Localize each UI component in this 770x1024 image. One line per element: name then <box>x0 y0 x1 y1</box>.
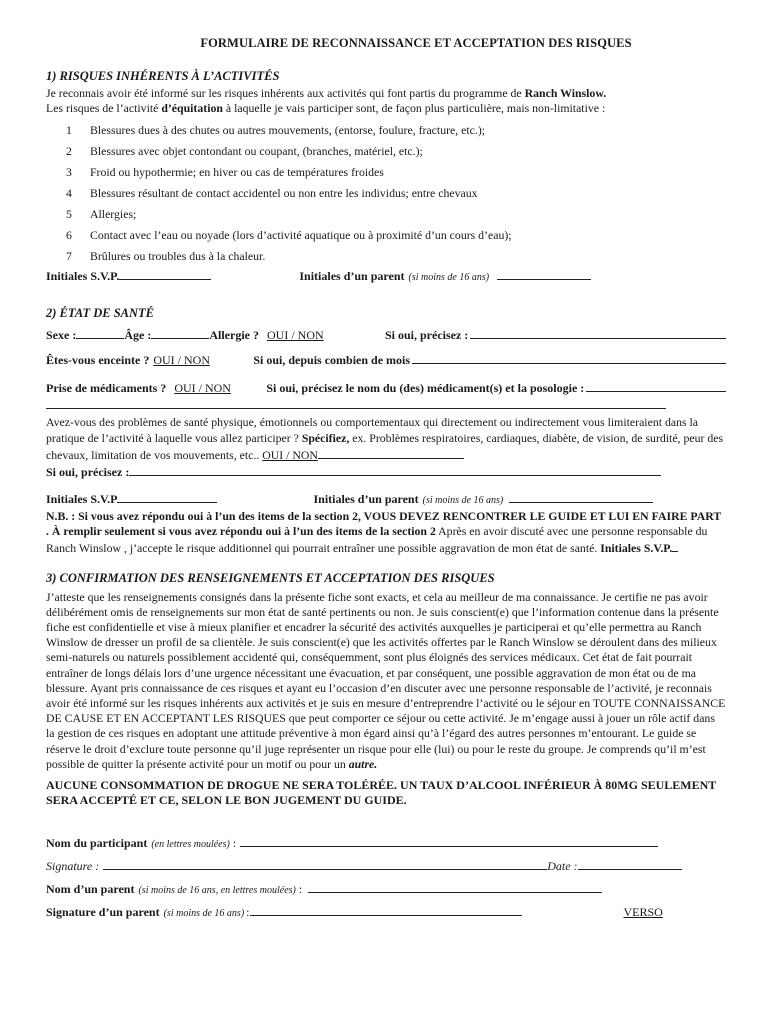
parent-initials-label: Initiales d’un parent <box>313 492 419 507</box>
verso-link[interactable]: VERSO <box>623 905 663 920</box>
parent-signature-field[interactable] <box>250 903 522 916</box>
medicaments-precisez-label: Si oui, précisez le nom du (des) médicament(s) et la posologie : <box>266 381 585 396</box>
date-field[interactable] <box>578 857 682 870</box>
risk-list <box>66 120 726 267</box>
sexe-field[interactable] <box>76 326 124 339</box>
problems-oui-non[interactable]: OUI / NON <box>262 447 318 462</box>
nb-paragraph <box>46 509 726 557</box>
parent-initials-field[interactable] <box>509 490 653 503</box>
problems-field[interactable] <box>318 446 464 459</box>
initials-label: Initiales S.V.P <box>46 492 118 507</box>
problems-precisez-label: Si oui, précisez : <box>46 465 130 480</box>
medicaments-field-line-2[interactable] <box>46 396 666 409</box>
drug-alcohol-warning: AUCUNE CONSOMMATION DE DROGUE NE SERA TOLÉRÉE. UN TAUX D’ALCOOL INFÉRIEUR À 80MG SEULEMENT SERA ACCEPTÉ ET CE, SELON LE BON JUGEMENT DU GUIDE. <box>46 778 717 808</box>
medicaments-label: Prise de médicaments ? <box>46 381 167 396</box>
list-item: 7 Brûlures ou troubles dus à la chaleur. <box>66 249 266 264</box>
problems-precisez-row <box>46 463 726 480</box>
age-field[interactable] <box>151 326 209 339</box>
list-item: 2 Blessures avec objet contondant ou coupant, (branches, matériel, etc.); <box>66 144 423 159</box>
section-2-heading: 2) ÉTAT DE SANTÉ <box>46 306 155 321</box>
parent-initials-label: Initiales d’un parent <box>299 269 405 284</box>
medicaments-oui-non[interactable]: OUI / NON <box>174 381 231 396</box>
list-item: 6 Contact avec l’eau ou noyade (lors d’activité aquatique ou à proximité d’un cours d’eau); <box>66 228 512 243</box>
signature-label: Signature : <box>46 859 100 874</box>
intro-text-2: Les risques de l’activité <box>46 101 162 116</box>
autre-word: autre. <box>348 756 378 771</box>
ranch-name: Ranch Winslow. <box>524 86 607 100</box>
participant-name-note: (en lettres moulées) <box>151 839 230 851</box>
participant-name-label: Nom du participant <box>46 836 148 851</box>
allergie-oui-non[interactable]: OUI / NON <box>266 328 324 343</box>
age-label: Âge : <box>124 328 152 343</box>
nb-initials-field[interactable] <box>672 539 678 552</box>
problems-question: Avez-vous des problèmes de santé physique, émotionnels ou comportementaux qui directement ou indirectement vous limiteraient dans la pratique de l’activité à laquelle vous allez participer ? Spécifiez, ex. Problèmes respiratoires, cardiaques, diabète, de vision, de surdité, peur des chevaux, limitation de vos mouvements, etc.. OUI / NON <box>46 415 724 462</box>
section-3-heading: 3) CONFIRMATION DES RENSEIGNEMENTS ET ACCEPTATION DES RISQUES <box>46 570 495 585</box>
date-label: Date : <box>547 859 578 874</box>
parent-note: (si moins de 16 ans) <box>422 495 504 507</box>
parent-initials-field[interactable] <box>497 267 591 280</box>
page-title: FORMULAIRE DE RECONNAISSANCE ET ACCEPTATION DES RISQUES <box>200 36 632 50</box>
list-item: 5 Allergies; <box>66 207 137 222</box>
section-1-heading: 1) RISQUES INHÉRENTS À L’ACTIVITÉS <box>46 69 280 83</box>
intro-text-3: à laquelle je vais participer sont, de façon plus particulière, mais non-limitative : <box>222 101 606 116</box>
problems-precisez-field[interactable] <box>129 463 661 476</box>
initials-label: Initiales S.V.P. <box>46 269 120 284</box>
allergie-precisez-field[interactable] <box>470 326 726 339</box>
initials-field[interactable] <box>117 490 217 503</box>
list-item: 3 Froid ou hypothermie; en hiver ou cas de températures froides <box>66 165 384 180</box>
signature-field[interactable] <box>103 857 547 870</box>
enceinte-row <box>46 351 726 368</box>
specifiez-label: Spécifiez, <box>301 430 350 445</box>
initials-field[interactable] <box>119 267 211 280</box>
parent-signature-note: (si moins de 16 ans) <box>163 908 245 920</box>
section-1-initials-row <box>46 267 726 284</box>
participant-name-field[interactable] <box>240 834 658 847</box>
parent-note: (si moins de 16 ans) <box>408 272 490 284</box>
allergie-label: Allergie ? <box>209 328 259 343</box>
parent-name-row: Nom d’un parent (si moins de 16 ans, en lettres moulées) : <box>46 880 726 897</box>
list-item: 1 Blessures dues à des chutes ou autres mouvements, (entorse, foulure, fracture, etc.); <box>66 123 486 138</box>
depuis-label: Si oui, depuis combien de mois <box>253 353 411 368</box>
activity-name: d’équitation <box>161 101 223 116</box>
parent-name-label: Nom d’un parent <box>46 882 135 897</box>
depuis-field[interactable] <box>412 351 726 364</box>
nb-bold-text: N.B. : Si vous avez répondu oui à l’un des items de la section 2, VOUS DEVEZ RENCONTRER LE GUIDE ET LUI EN FAIRE PART . À remplir seulement si vous avez répondu oui à l’un des items de la section 2 <box>46 509 722 539</box>
list-item: 4 Blessures résultant de contact accidentel ou non entre les individus; entre chevaux <box>66 186 478 201</box>
medicaments-row <box>46 379 726 396</box>
enceinte-oui-non[interactable]: OUI / NON <box>153 353 210 368</box>
participant-name-row: Nom du participant (en lettres moulées) : <box>46 834 726 851</box>
intro-text-1: Je reconnais avoir été informé sur les risques inhérents aux activités qui font partis du programme de <box>46 86 525 100</box>
section-1-intro <box>46 86 726 116</box>
section-3-paragraph: J’atteste que les renseignements consignés dans la présente fiche sont exacts, et cela au meilleur de ma connaissance. Je certifie ne pas avoir délibérément omis de renseignements sur mon état de santé pertinents ou non. Je suis conscient(e) que l’information contenue dans la présente fiche est confidentielle et vise à mieux planifier et encadrer la sécurité des activités auxquelles je participerai et qu’elle permettra au Ranch Winslow de dresser un profil de sa clientèle. Je suis conscient(e) que les activités offertes par le Ranch Winslow se déroulent dans des milieux semi-naturels ou naturels possiblement accidenté qui, conséquemment, sont plus éloignés des services médicaux. Cet état de fait pourrait entraîner de longs délais lors d’une urgence nécessitant une évacuation, et par conséquent, une possible aggravation de mon état ou de ma blessure. Ayant pris connaissance de ces risques et ayant eu l’occasion d’en discuter avec une personne responsable de l’activité, je reconnais avoir été informé sur les risques inhérents aux activités et je suis en mesure d’entreprendre l’activité ou le séjour en TOUTE CONNAISSANCE DE CAUSE ET EN ACCEPTANT LES RISQUES que peut comporter ce séjour ou cette activité. Je m’engage aussi à jouer un rôle actif dans la gestion de ces risques en adoptant une attitude préventive à mon égard ainsi qu’à l’égard des autres personnes m’entourant. Le guide se réserve le droit d’exclure toute personne qu’il juge représenter un risque pour elle (lui) ou pour le reste du groupe. Je comprends qu’il m’est possible de quitter la présente activité pour un motif ou pour un autre. <box>46 589 726 771</box>
form-page <box>46 36 726 920</box>
sexe-label: Sexe : <box>46 328 77 343</box>
nb-initials-label: Initiales S.V.P. <box>600 541 673 556</box>
parent-signature-row: Signature d’un parent (si moins de 16 ans) : VERSO <box>46 905 663 920</box>
nb-text: Après en avoir discuté avec une personne responsable du Ranch Winslow , j’accepte le risque additionnel qui pourrait entraîner une possible aggravation de mon état de santé. <box>46 524 708 556</box>
section-2-initials-row <box>46 490 726 507</box>
parent-name-note: (si moins de 16 ans, en lettres moulées) <box>138 885 296 897</box>
sexe-row <box>46 326 726 343</box>
allergie-precisez-label: Si oui, précisez : <box>384 328 469 343</box>
medicaments-field[interactable] <box>586 379 726 392</box>
parent-name-field[interactable] <box>308 880 602 893</box>
enceinte-label: Êtes-vous enceinte ? <box>46 353 150 368</box>
parent-signature-label: Signature d’un parent <box>46 905 160 920</box>
signature-row <box>46 857 726 874</box>
